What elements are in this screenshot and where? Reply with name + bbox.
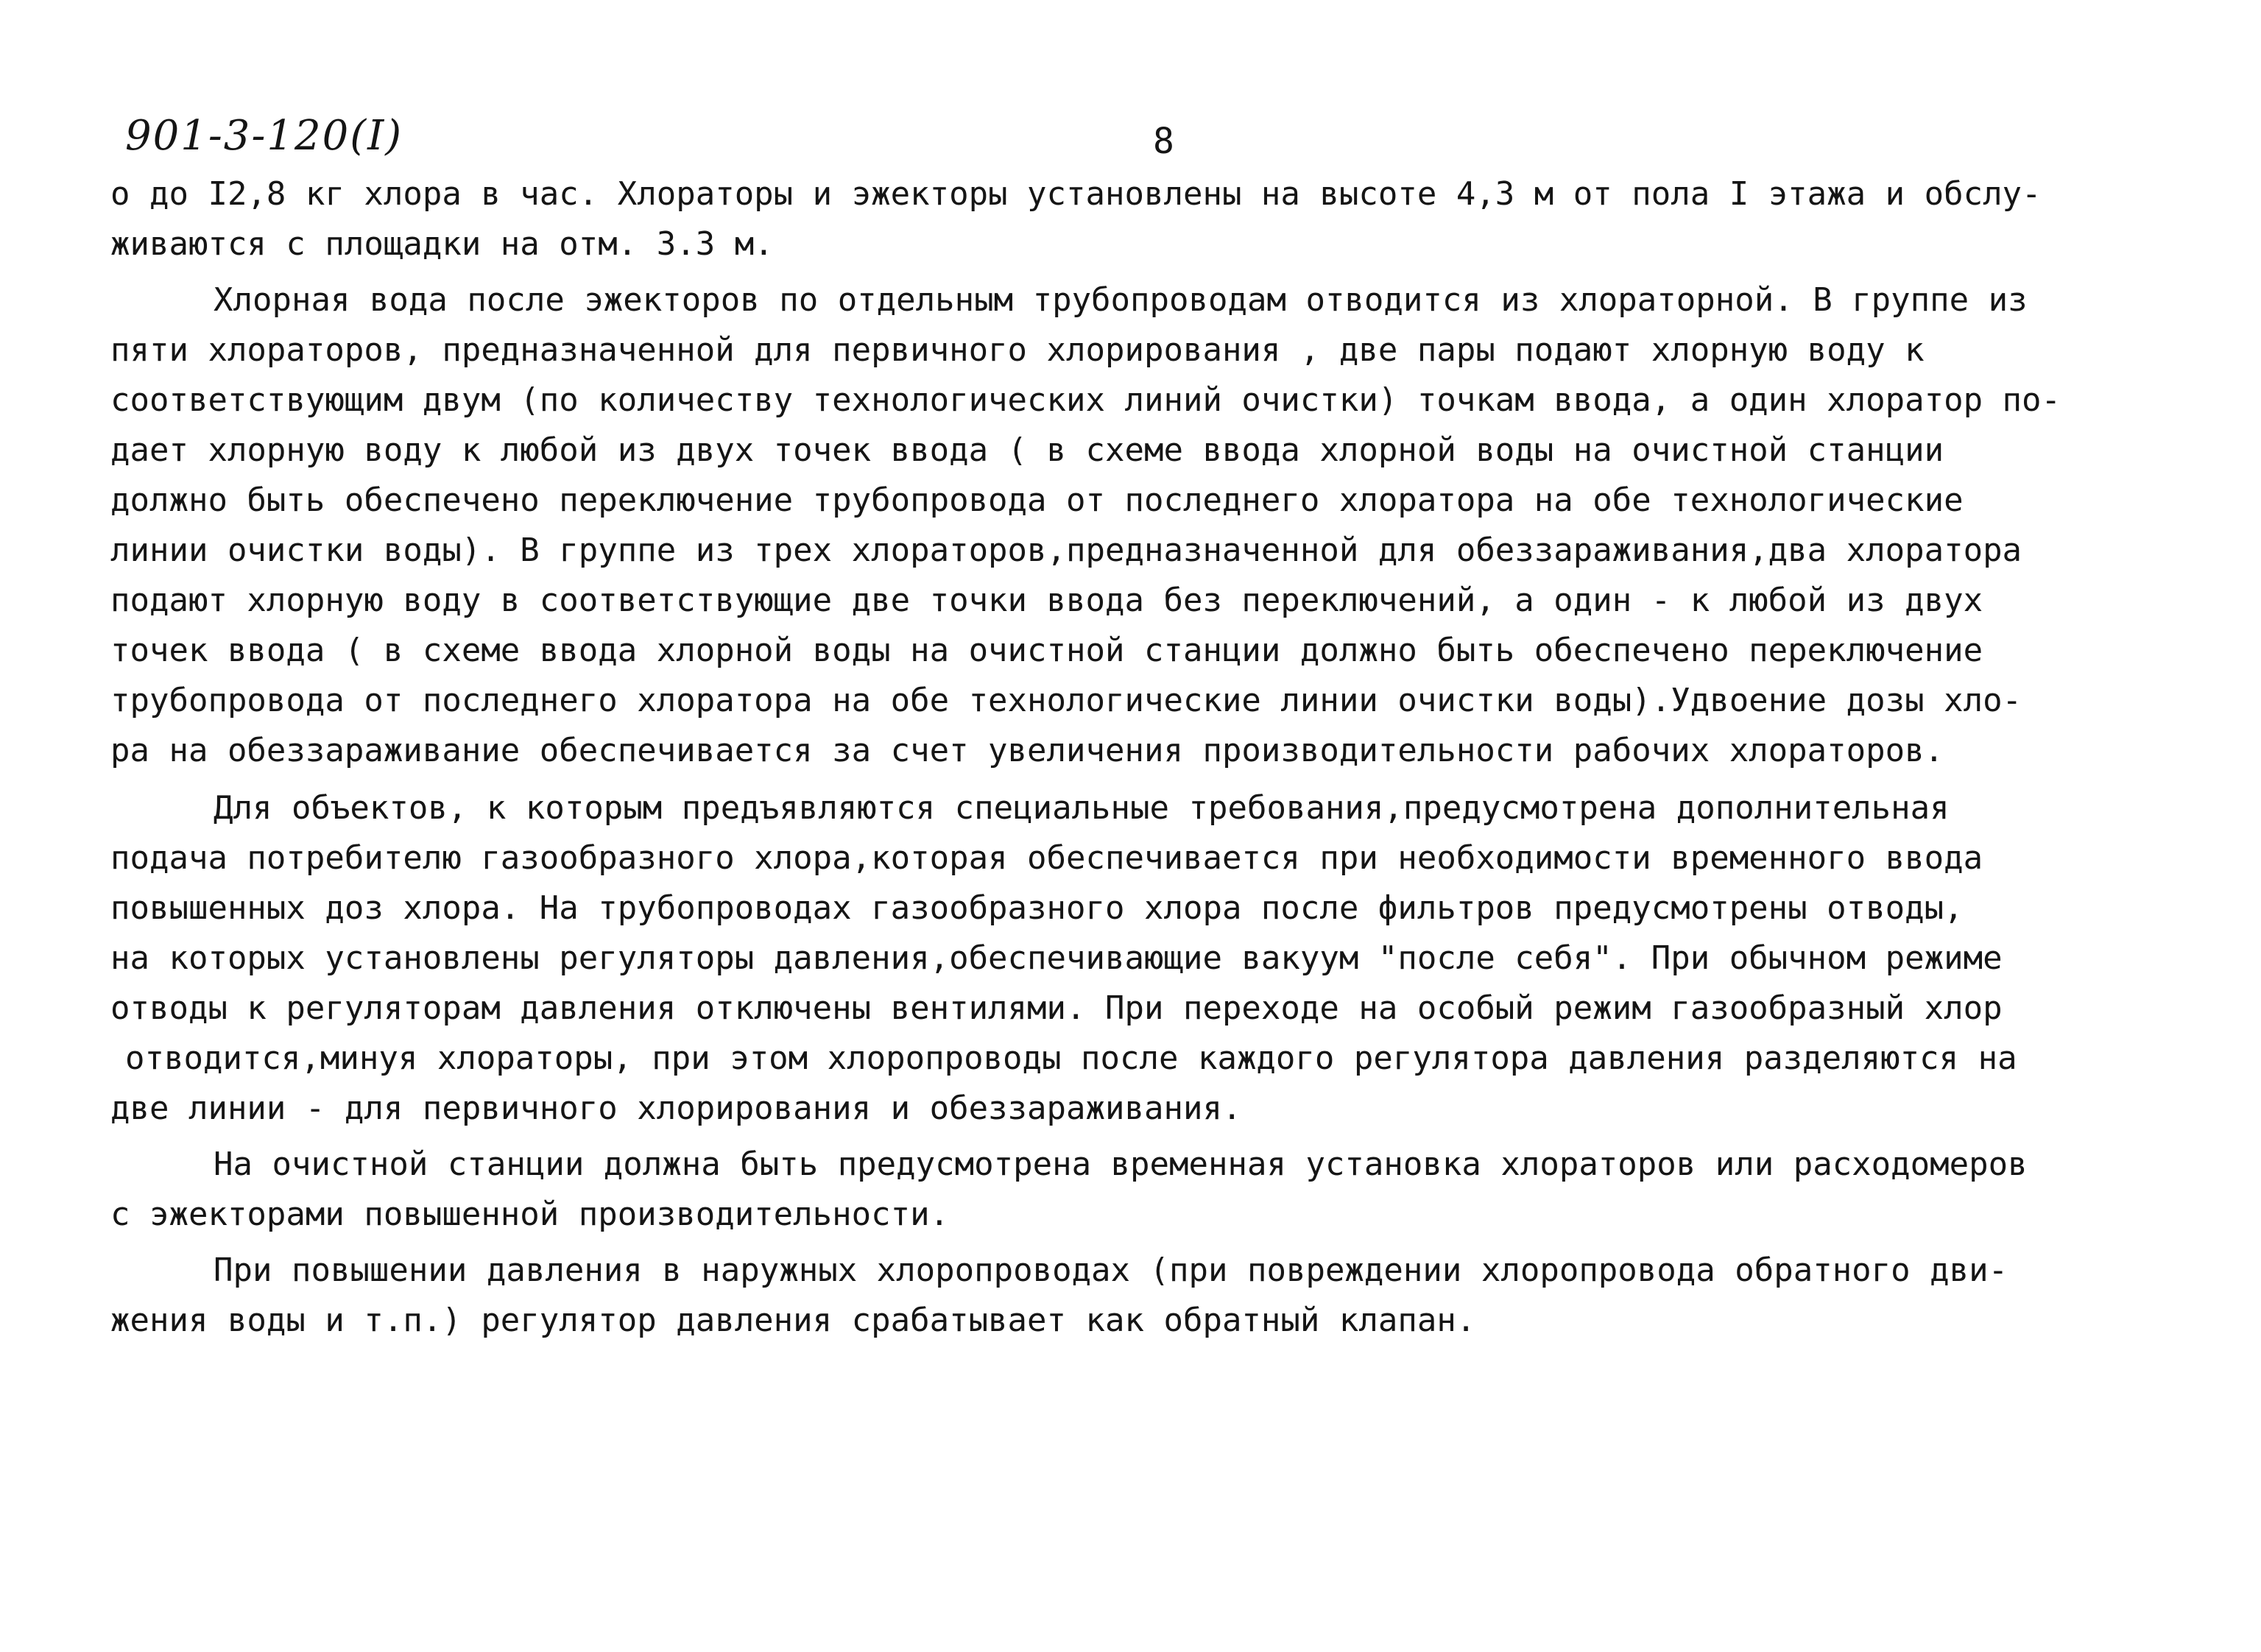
text-line: две линии - для первичного хлорирования и обеззараживания. xyxy=(110,1090,1242,1127)
text-line: соответствующим двум (по количеству технологических линий очистки) точкам ввода, а один хлоратор по- xyxy=(110,381,2061,419)
page-number: 8 xyxy=(1153,121,1174,162)
text-line: повышенных доз хлора. На трубопроводах газообразного хлора после фильтров предусмотрены отводы, xyxy=(110,889,1964,927)
text-line: отводы к регуляторам давления отключены вентилями. При переходе на особый режим газообразный хлор xyxy=(110,989,2003,1027)
text-line: о до I2,8 кг хлора в час. Хлораторы и эжекторы установлены на высоте 4,3 м от пола I этажа и обслу- xyxy=(110,175,2042,213)
text-line: Для объектов, к которым предъявляются специальные требования,предусмотрена дополнительная xyxy=(214,789,1950,827)
text-line: подают хлорную воду в соответствующие две точки ввода без переключений, а один - к любой из двух xyxy=(110,582,1983,619)
text-line: жения воды и т.п.) регулятор давления срабатывает как обратный клапан. xyxy=(110,1302,1476,1339)
text-line: линии очистки воды). В группе из трех хлораторов,предназначенной для обеззараживания,два хлоратора xyxy=(110,532,2022,569)
text-line: точек ввода ( в схеме ввода хлорной воды на очистной станции должно быть обеспечено переключение xyxy=(110,632,1983,669)
text-line: На очистной станции должна быть предусмотрена временная установка хлораторов или расходомеров xyxy=(214,1146,2028,1183)
text-line: с эжекторами повышенной производительности. xyxy=(110,1196,950,1233)
text-line: отводится,минуя хлораторы, при этом хлоропроводы после каждого регулятора давления разделяются на xyxy=(125,1039,2017,1077)
text-line: трубопровода от последнего хлоратора на обе технологические линии очистки воды).Удвоение дозы хло- xyxy=(110,682,2022,719)
text-line: должно быть обеспечено переключение трубопровода от последнего хлоратора на обе технологические xyxy=(110,481,1964,519)
text-line: ра на обеззараживание обеспечивается за счет увеличения производительности рабочих хлораторов. xyxy=(110,732,1944,769)
text-line: дает хлорную воду к любой из двух точек ввода ( в схеме ввода хлорной воды на очистной станции xyxy=(110,431,1944,469)
text-line: на которых установлены регуляторы давления,обеспечивающие вакуум "после себя". При обычном режиме xyxy=(110,939,2003,977)
document-code: 901-3-120(I) xyxy=(125,112,403,160)
text-line: Хлорная вода после эжекторов по отдельным трубопроводам отводится из хлораторной. В группе из xyxy=(214,281,2028,319)
text-line: подача потребителю газообразного хлора,которая обеспечивается при необходимости временного ввода xyxy=(110,839,1983,877)
text-line: При повышении давления в наружных хлоропроводах (при повреждении хлоропровода обратного дви- xyxy=(214,1252,2008,1289)
text-line: пяти хлораторов, предназначенной для первичного хлорирования , две пары подают хлорную воду к xyxy=(110,331,1925,369)
text-line: живаются с площадки на отм. 3.3 м. xyxy=(110,225,774,263)
